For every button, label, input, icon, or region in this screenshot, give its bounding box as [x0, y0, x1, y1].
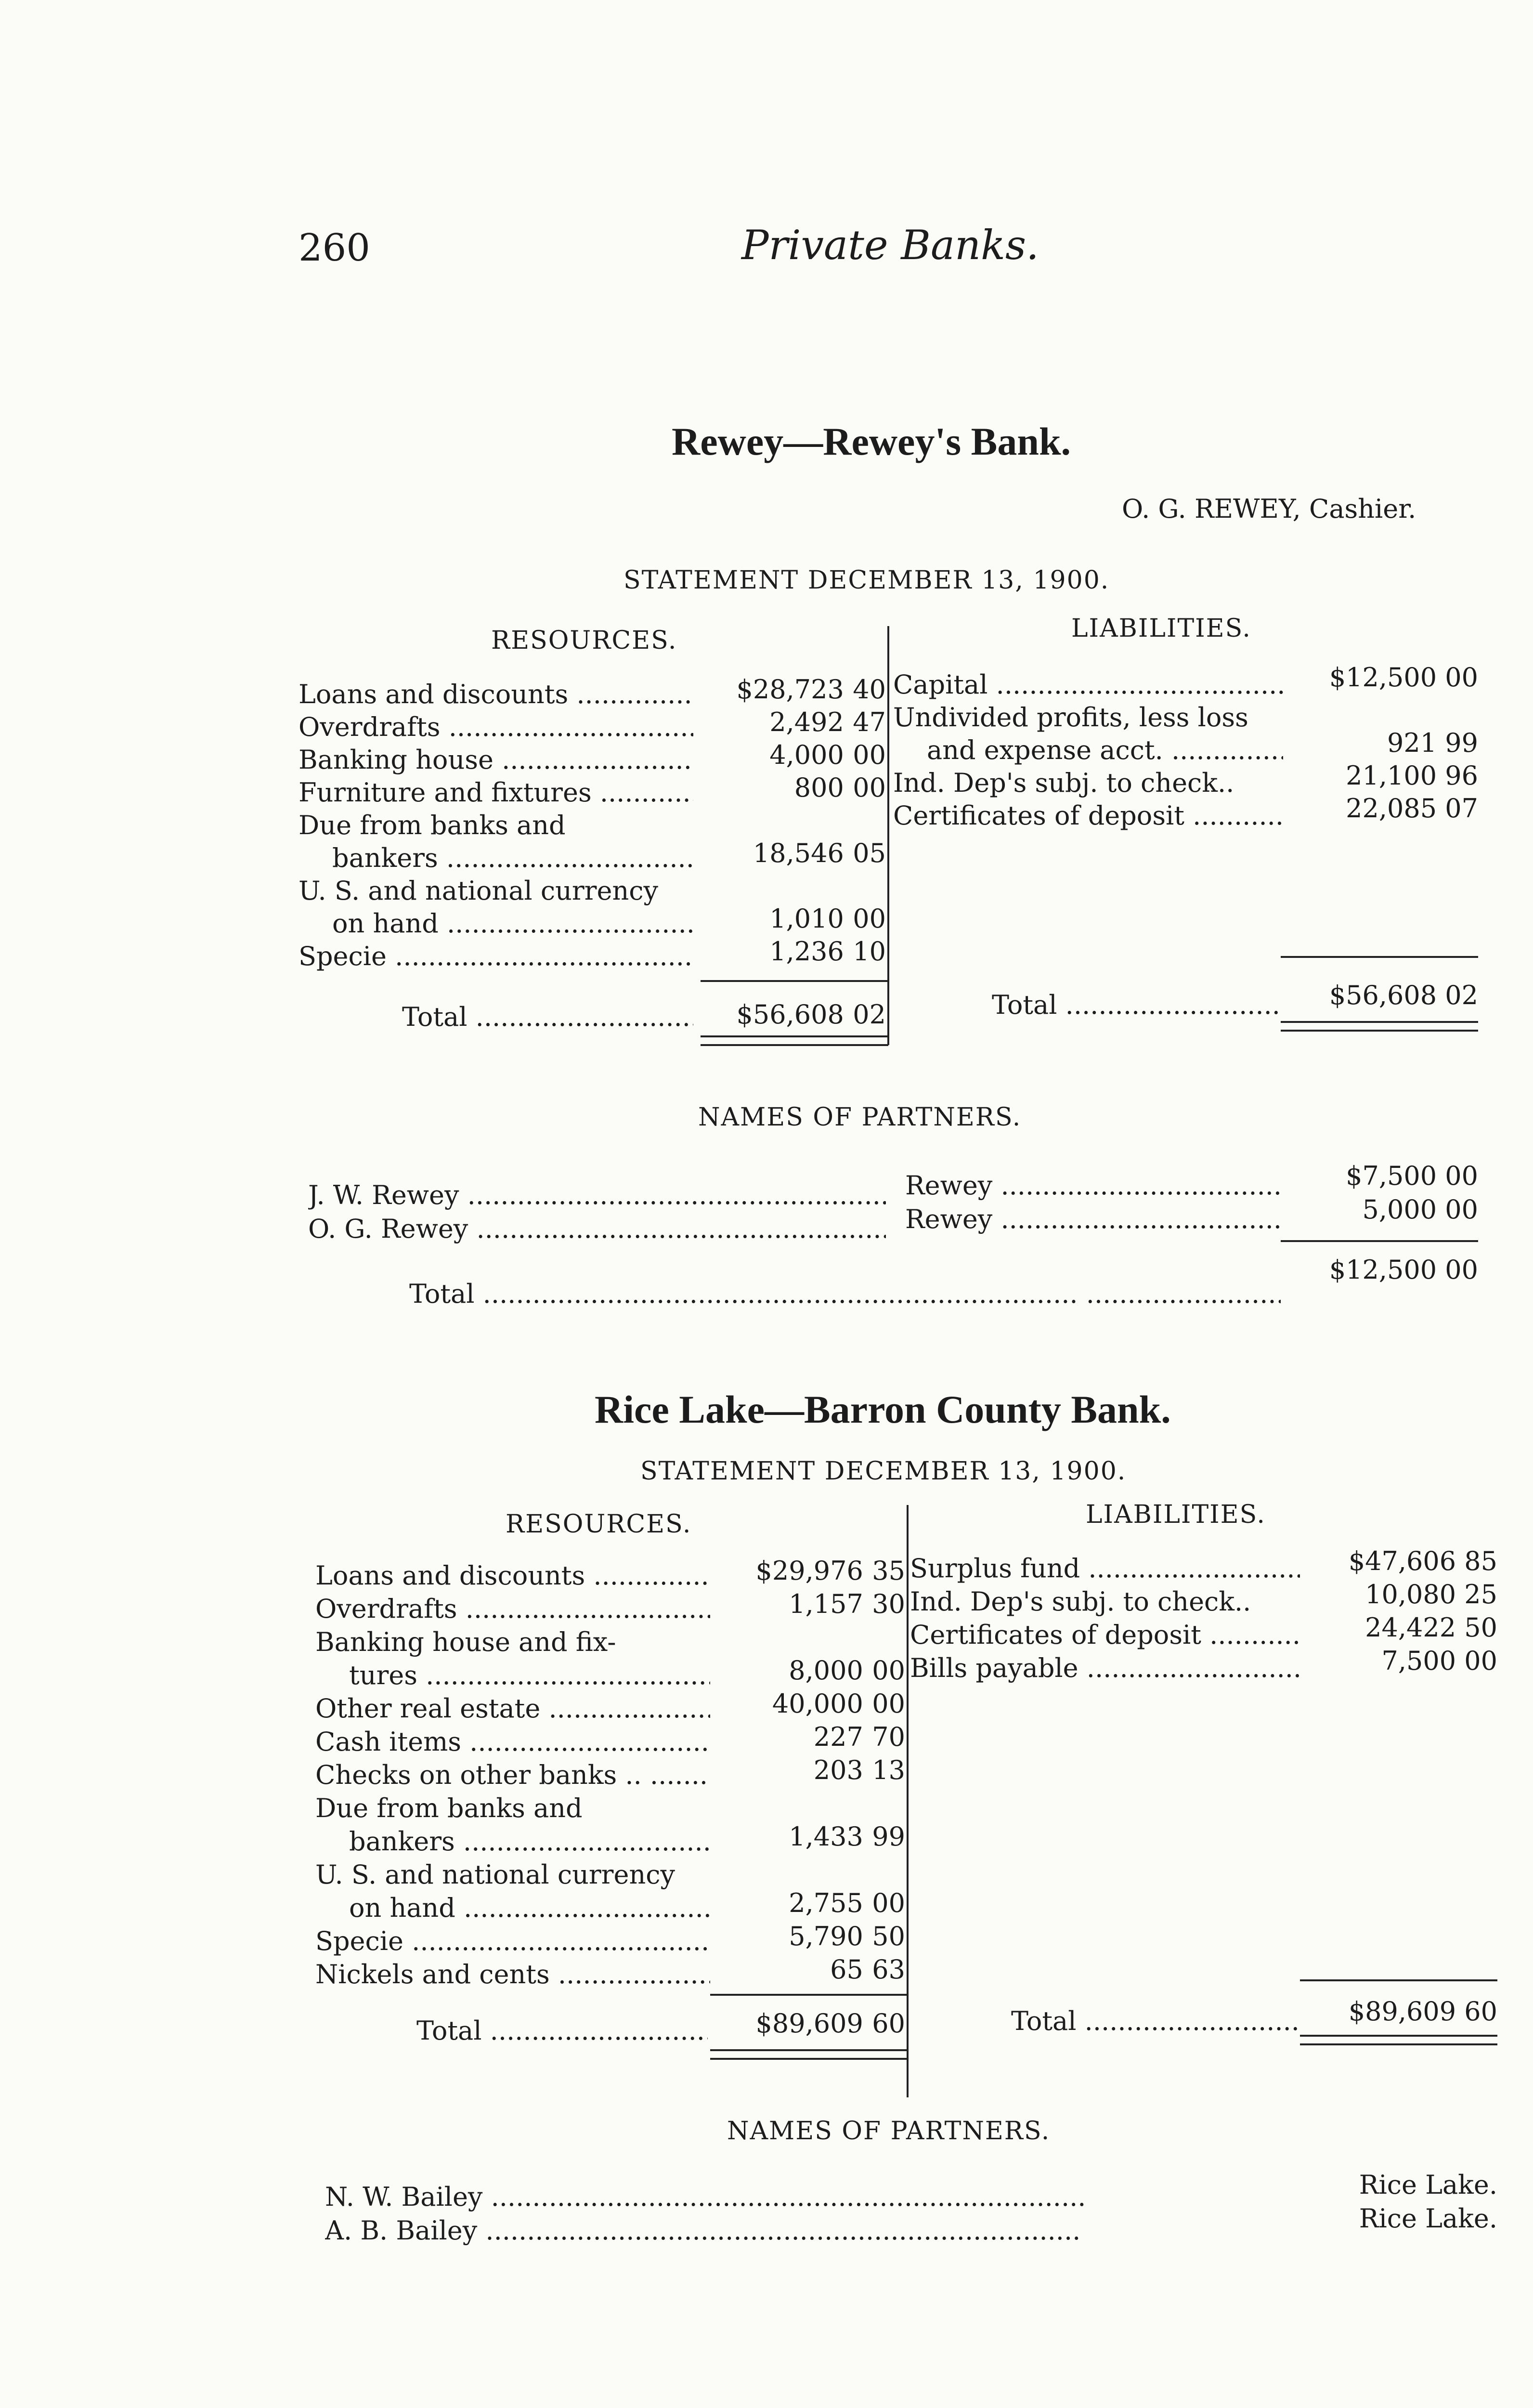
bank2-partners-heading: NAMES OF PARTNERS. [727, 2117, 1051, 2146]
bank1-liability-label: Undivided profits, less loss [893, 702, 1248, 733]
bank2-liability-label: Ind. Dep's subj. to check.. [910, 1586, 1251, 1617]
bank2-liabilities-total-label [1011, 2006, 1300, 2036]
bank2-resource-label: Nickels and cents ..... [315, 1959, 710, 1989]
bank1-resource-dollars: 2,492 [769, 707, 844, 737]
bank2-resource-cents: 00 [872, 1888, 905, 1918]
bank2-resource-dollars: 1,433 [789, 1821, 863, 1852]
bank2-resources-heading: RESOURCES. [506, 1510, 692, 1539]
bank1-liability-value: 921 99 [1387, 728, 1478, 758]
bank2-partner-place: Rice Lake. [1359, 2170, 1497, 2200]
bank1-partner-place: Rewey ..... [905, 1170, 1281, 1201]
bank2-liabilities-total-rule [1300, 1979, 1497, 1981]
bank1-resource-label: U. S. and national currency [299, 876, 658, 906]
bank2-liability-value: 10,080 25 [1365, 1579, 1497, 1610]
bank2-resource-label: Overdrafts ..... [315, 1594, 710, 1624]
bank2-resource-value [722, 1722, 905, 1752]
bank2-column-rule [907, 1505, 909, 2097]
bank1-liabilities-heading: LIABILITIES. [1071, 614, 1251, 643]
bank2-partner-name: A. B. Bailey ..... [325, 2215, 1331, 2246]
bank2-resource-label: Banking house and fix- [315, 1627, 616, 1657]
bank1-resources-total-rule [701, 980, 888, 982]
bank2-liability-label: Surplus fund ..... [910, 1553, 1300, 1584]
bank2-total-dollars: $89,609 [755, 2008, 863, 2039]
bank1-resource-value [708, 740, 886, 770]
bank2-resource-cents: 13 [872, 1755, 905, 1785]
bank2-resource-dollars: 40,000 [772, 1688, 863, 1719]
bank1-resource-dollars: 4,000 [769, 740, 844, 770]
bank2-resources-double-rule [710, 2049, 908, 2060]
bank1-liabilities-total-value: $56,608 02 [1329, 980, 1478, 1010]
bank2-partner-name: N. W. Bailey ..... [325, 2182, 1331, 2212]
bank2-resource-label: on hand ..... [349, 1893, 710, 1923]
bank2-resource-cents: 70 [872, 1722, 905, 1752]
bank1-resource-label: bankers ..... [332, 843, 693, 873]
bank1-resource-value [708, 838, 886, 868]
running-head: Private Banks. [741, 222, 1039, 269]
bank1-resource-dollars: 1,010 [769, 903, 844, 934]
bank2-resources-total-text: Total [416, 2015, 482, 2046]
bank1-partners-total-label [409, 1279, 1281, 1309]
bank2-resource-value [722, 1921, 905, 1951]
bank1-resource-value [708, 936, 886, 967]
bank2-resource-label: Cash items ..... [315, 1727, 710, 1757]
bank2-resource-label: bankers ..... [349, 1826, 710, 1857]
bank1-liab-total-text: Total [992, 990, 1057, 1020]
bank2-resource-dollars: 65 [830, 1954, 863, 1985]
bank1-liability-label: Capital ..... [893, 669, 1283, 700]
bank1-resource-label: Loans and discounts ..... [299, 679, 693, 709]
bank1-resource-cents: 00 [853, 903, 886, 934]
bank2-resource-dollars: 8,000 [789, 1655, 863, 1686]
bank2-resource-label: U. S. and national currency [315, 1859, 675, 1890]
bank1-resource-label: Specie ..... [299, 941, 693, 971]
bank1-resources-double-rule [701, 1035, 888, 1046]
bank1-partners-heading: NAMES OF PARTNERS. [698, 1103, 1022, 1132]
bank1-resource-value [708, 772, 886, 803]
bank1-resource-dollars: 1,236 [769, 936, 844, 967]
bank2-resource-dollars: 203 [813, 1755, 863, 1785]
bank2-resource-cents: 00 [872, 1655, 905, 1686]
bank2-resource-value [722, 1954, 905, 1985]
bank2-resource-value [722, 1821, 905, 1852]
page-number: 260 [299, 226, 370, 270]
bank2-resource-label: Specie ..... [315, 1926, 710, 1956]
bank1-liabilities-double-rule [1281, 1021, 1478, 1032]
bank2-resource-cents: 00 [872, 1688, 905, 1719]
bank1-officer: O. G. REWEY, Cashier. [1122, 494, 1416, 524]
bank2-liabilities-double-rule [1300, 2035, 1497, 2045]
bank1-column-rule [887, 626, 889, 1045]
bank2-resource-label: tures ..... [349, 1660, 710, 1690]
bank1-partners-total-value: $12,500 00 [1329, 1255, 1478, 1285]
bank1-liability-value: 22,085 07 [1346, 793, 1478, 824]
bank2-liab-total-text: Total [1011, 2006, 1077, 2036]
bank2-resource-value [722, 1655, 905, 1686]
bank1-resources-heading: RESOURCES. [491, 626, 677, 655]
bank2-resource-dollars: 2,755 [789, 1888, 863, 1918]
bank2-resource-cents: 63 [872, 1954, 905, 1985]
bank1-resource-label: Furniture and fixtures ..... [299, 777, 693, 808]
bank2-liability-label: Bills payable ..... [910, 1653, 1300, 1683]
bank1-resource-value [708, 674, 886, 705]
bank1-partner-value: 5,000 00 [1362, 1194, 1478, 1225]
bank1-statement: STATEMENT DECEMBER 13, 1900. [624, 566, 1110, 595]
bank2-resource-value [722, 1755, 905, 1785]
bank1-liability-value: $12,500 00 [1329, 662, 1478, 693]
bank2-resource-label: Other real estate ..... [315, 1693, 710, 1724]
bank1-resource-label: Banking house ..... [299, 745, 693, 775]
bank2-liabilities-heading: LIABILITIES. [1086, 1500, 1266, 1529]
bank1-resource-value [708, 707, 886, 737]
bank2-resource-cents: 35 [872, 1556, 905, 1586]
bank1-partners-total-text: Total [409, 1279, 475, 1309]
bank1-resource-cents: 47 [853, 707, 886, 737]
bank1-resource-value [708, 903, 886, 934]
bank1-resource-label: on hand ..... [332, 908, 693, 939]
bank2-resource-value [722, 1589, 905, 1619]
bank1-partners-total-rule [1281, 1240, 1478, 1242]
bank2-resources-total-rule [710, 1994, 908, 1996]
bank2-resource-dollars: $29,976 [755, 1556, 863, 1586]
bank2-resource-cents: 30 [872, 1589, 905, 1619]
bank2-liabilities-total-value: $89,609 60 [1348, 1996, 1497, 2027]
bank2-resources-total-label [416, 2015, 708, 2046]
bank2-resource-label: Checks on other banks .. ..... [315, 1760, 710, 1790]
bank2-statement: STATEMENT DECEMBER 13, 1900. [640, 1457, 1127, 1486]
bank1-liability-value: 21,100 96 [1346, 760, 1478, 791]
bank1-resources-total-label [402, 1002, 693, 1032]
bank1-resource-label: Overdrafts ..... [299, 712, 693, 742]
bank2-resources-total-value [722, 2008, 905, 2039]
bank2-total-cents: 60 [872, 2008, 905, 2039]
bank2-title: Rice Lake—Barron County Bank. [595, 1387, 1171, 1431]
bank1-total-dollars: $56,608 [736, 999, 844, 1030]
bank2-resource-dollars: 227 [813, 1722, 863, 1752]
bank1-total-cents: 02 [853, 999, 886, 1030]
bank1-liabilities-total-label [992, 990, 1281, 1020]
bank2-liability-value: 7,500 00 [1381, 1646, 1497, 1676]
bank1-resource-dollars: 800 [794, 772, 844, 803]
bank1-resource-cents: 40 [853, 674, 886, 705]
bank1-resources-total-value [708, 999, 886, 1030]
bank1-resources-total-text: Total [402, 1002, 468, 1032]
bank2-resource-label: Due from banks and [315, 1793, 583, 1823]
bank2-resource-label: Loans and discounts ..... [315, 1560, 710, 1591]
bank1-liability-label: and expense acct. ..... [927, 735, 1283, 765]
bank1-partner-name: J. W. Rewey ..... [308, 1180, 886, 1210]
bank2-resource-value [722, 1888, 905, 1918]
bank1-resource-dollars: $28,723 [736, 674, 844, 705]
bank2-liability-value: $47,606 85 [1348, 1546, 1497, 1576]
bank1-partner-value: $7,500 00 [1346, 1161, 1478, 1191]
bank2-liability-value: 24,422 50 [1365, 1612, 1497, 1643]
bank2-resource-value [722, 1688, 905, 1719]
bank1-partner-name: O. G. Rewey ..... [308, 1214, 886, 1244]
bank2-partner-place: Rice Lake. [1359, 2203, 1497, 2234]
bank2-resource-cents: 50 [872, 1921, 905, 1951]
bank1-liabilities-total-rule [1281, 956, 1478, 958]
bank1-resource-cents: 10 [853, 936, 886, 967]
bank1-resource-label: Due from banks and [299, 810, 566, 840]
bank1-resource-cents: 00 [853, 740, 886, 770]
bank2-resource-cents: 99 [872, 1821, 905, 1852]
bank1-resource-dollars: 18,546 [753, 838, 844, 868]
bank2-resource-value [722, 1556, 905, 1586]
bank1-resource-cents: 05 [853, 838, 886, 868]
bank2-resource-dollars: 5,790 [789, 1921, 863, 1951]
bank1-liability-label: Certificates of deposit ..... [893, 800, 1283, 831]
bank2-liability-label: Certificates of deposit ..... [910, 1620, 1300, 1650]
bank1-liability-label: Ind. Dep's subj. to check.. [893, 768, 1234, 798]
bank2-resource-dollars: 1,157 [789, 1589, 863, 1619]
bank1-partner-place: Rewey ..... [905, 1204, 1281, 1234]
bank1-resource-cents: 00 [853, 772, 886, 803]
bank1-title: Rewey—Rewey's Bank. [672, 419, 1071, 463]
